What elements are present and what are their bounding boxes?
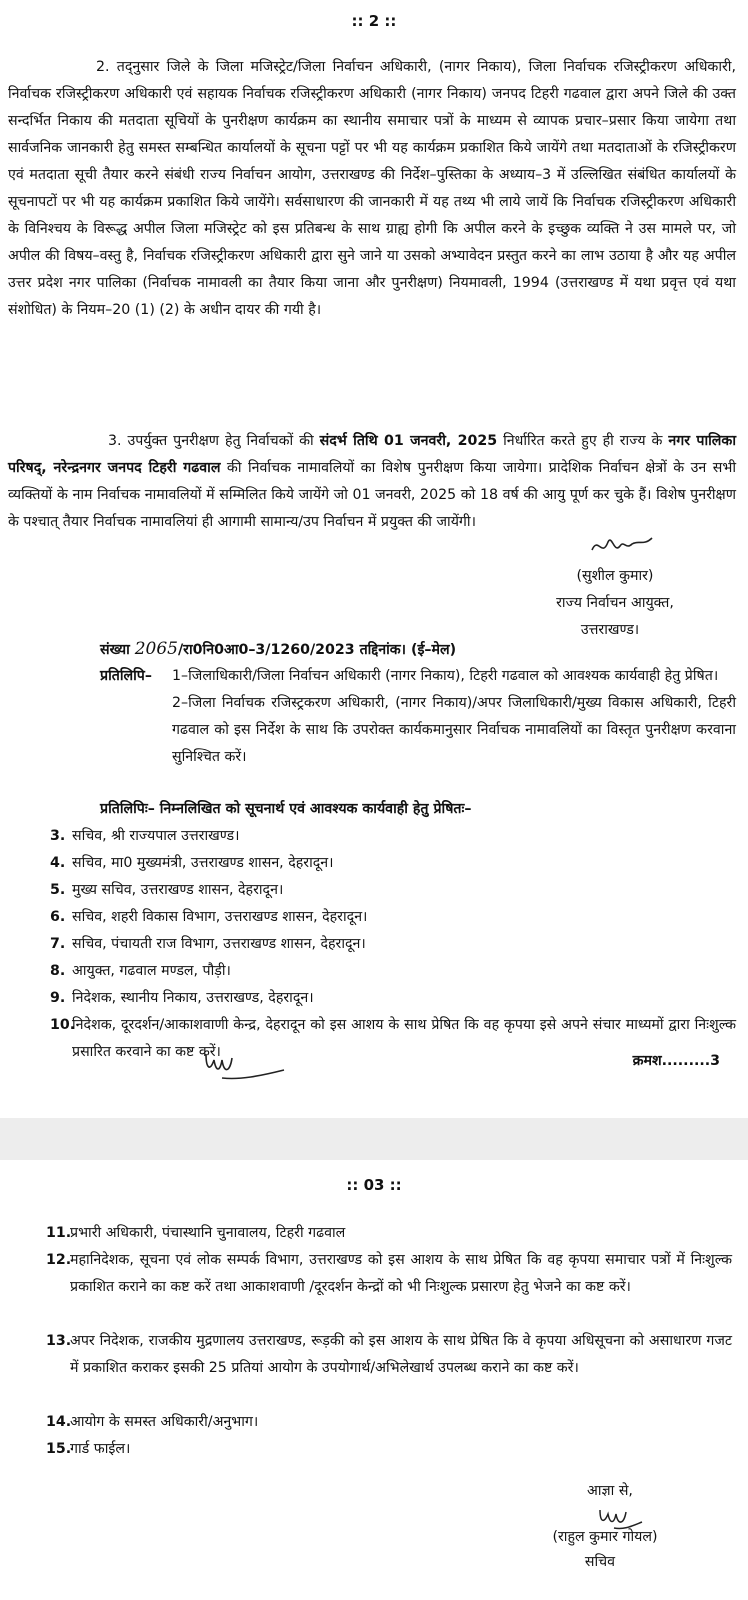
copy-label: प्रतिलिपि– xyxy=(100,668,152,684)
page-number: :: 03 :: xyxy=(346,1176,402,1194)
municipality-name: नगर पालिका परिषद्, नरेन्द्रनगर जनपद टिहरी गढवाल xyxy=(8,433,736,476)
list-item: 4. सचिव, मा0 मुख्यमंत्री, उत्तराखण्ड शासन, देहरादून। xyxy=(50,855,334,871)
copy-to-1 xyxy=(100,663,736,771)
order-text: आज्ञा से, xyxy=(587,1483,633,1499)
list-item: 13. अपर निदेशक, राजकीय मुद्रणालय उत्तराखण्ड, रूड़की को इस आशय के साथ प्रेषित कि वे कृपया अधिसूचना को असाधारण गजट में प्रकाशित कराकर इसकी 25 प्रतियां आयोग के उपयोगार्थ/अभिलेखार्थ उपलब्ध कराने का कष्ट करें। xyxy=(46,1333,732,1376)
commissioner-designation: राज्य निर्वाचन आयुक्त, xyxy=(556,595,674,611)
list-item: 7. सचिव, पंचायती राज विभाग, उत्तराखण्ड शासन, देहरादून। xyxy=(50,936,366,952)
list-item: 3. सचिव, श्री राज्यपाल उत्तराखण्ड। xyxy=(50,828,240,844)
secretary-designation: सचिव xyxy=(584,1554,616,1570)
list-item: 15. गार्ड फाईल। xyxy=(46,1441,131,1457)
secretary-name: (राहुल कुमार गोयल) xyxy=(552,1529,658,1545)
list-item: 8. आयुक्त, गढवाल मण्डल, पौड़ी। xyxy=(50,963,231,979)
page-3-sheet xyxy=(0,1160,748,1600)
reference-number: संख्या 2065/रा0नि0आ0–3/1260/2023 तद्दिनांक। (ई–मेल) xyxy=(100,639,457,659)
list-item: 11. प्रभारी अधिकारी, पंचास्थानि चुनावालय, टिहरी गढवाल xyxy=(46,1225,346,1241)
handwritten-number: 2065 xyxy=(134,639,178,659)
paragraph-3: 3. उपर्युक्त पुनरीक्षण हेतु निर्वाचकों की संदर्भ तिथि 01 जनवरी, 2025 निर्धारित करते हुए ही राज्य के नगर पालिका परिषद्, नरेन्द्रनगर जनपद टिहरी गढवाल की निर्वाचक नामावलियों का विशेष पुनरीक्षण किया जायेगा। प्रादेशिक निर्वाचन क्षेत्रों के उन सभी व्यक्तियों के नाम निर्वाचक नामावलियों में सम्मिलित किये जायेंगे जो 01 जनवरी, 2025 को 18 वर्ष की आयु पूर्ण कर चुके हैं। विशेष पुनरीक्षण के पश्चात् तैयार निर्वाचक नामावलियां ही आगामी सामान्य/उप निर्वाचन में प्रयुक्त की जायेंगी। xyxy=(8,433,736,530)
list-item: 14. आयोग के समस्त अधिकारी/अनुभाग। xyxy=(46,1414,259,1430)
paragraph-2: 2. तद्नुसार जिले के जिला मजिस्ट्रेट/जिला निर्वाचन अधिकारी, (नागर निकाय), जिला निर्वाचक रजिस्ट्रीकरण अधिकारी, निर्वाचक रजिस्ट्रीकरण अधिकारी एवं सहायक निर्वाचक रजिस्ट्रीकरण अधिकारी (नागर निकाय) जनपद टिहरी गढवाल द्वारा अपने जिले की उक्त सन्दर्भित निकाय की मतदाता सूचियों के पुनरीक्षण कार्यक्रम का स्थानीय समाचार पत्रों के माध्यम से व्यापक प्रचार–प्रसार किया जायेगा तथा सार्वजनिक जानकारी हेतु समस्त सम्बन्धित कार्यालयों के सूचना पट्टों पर भी यह कार्यक्रम प्रकाशित किये जायेंगे तथा मतदाताओं के रजिस्ट्रीकरण एवं मतदाता सूची तैयार करने संबंधी राज्य निर्वाचन आयोग, उत्तराखण्ड की निर्देश–पुस्तिका के अध्याय–3 में उल्लिखित संबंधित कार्यालयों के सूचनापटों पर भी यह कार्यक्रम प्रकाशित किये जायेंगे। सर्वसाधारण की जानकारी में यह तथ्य भी लाये जायें कि निर्वाचक रजिस्ट्रीकरण अधिकारी के विनिश्चय के विरूद्ध अपील जिला मजिस्ट्रेट को इस प्रतिबन्ध के साथ ग्राह्य होगी कि अपील करने के इच्छुक व्यक्ति ने उस मामले पर, जो अपील की विषय–वस्तु है, निर्वाचक रजिस्ट्रीकरण अधिकारी द्वारा सुने जाने या उसको अभ्यावेदन प्रस्तुत करने का लाभ उठाया है और यह अपील उत्तर प्रदेश नगर पालिका (निर्वाचक नामावली का तैयार किया जाना और पुनरीक्षण) नियमावली, 1994 (उत्तराखण्ड में यथा प्रवृत्त एवं यथा संशोधित) के नियम–20 (1) (2) के अधीन दायर की गयी है। xyxy=(8,59,736,318)
list-item: 9. निदेशक, स्थानीय निकाय, उत्तराखण्ड, देहरादून। xyxy=(50,990,314,1006)
copy-item-1: 1–जिलाधिकारी/जिला निर्वाचन अधिकारी (नागर निकाय), टिहरी गढवाल को आवश्यक कार्यवाही हेतु प्रेषित। xyxy=(172,668,719,684)
continued-note: क्रमश.........3 xyxy=(632,1053,720,1069)
page-separator xyxy=(0,1118,748,1160)
commissioner-signature-mark xyxy=(588,528,658,568)
copy-to-heading: प्रतिलिपिः– निम्नलिखित को सूचनार्थ एवं आवश्यक कार्यवाही हेतु प्रेषितः– xyxy=(100,801,472,817)
initials-signature-mark xyxy=(200,1048,290,1088)
commissioner-name: (सुशील कुमार) xyxy=(576,568,654,584)
list-item: 12. महानिदेशक, सूचना एवं लोक सम्पर्क विभाग, उत्तराखण्ड को इस आशय के साथ प्रेषित कि वह कृपया समाचार पत्रों में निःशुल्क प्रकाशित कराने का कष्ट करें तथा आकाशवाणी /दूरदर्शन केन्द्रों को भी निःशुल्क प्रसारण हेतु भेजने का कष्ट करें। xyxy=(46,1252,732,1295)
commissioner-place: उत्तराखण्ड। xyxy=(580,622,640,638)
list-item: 10. निदेशक, दूरदर्शन/आकाशवाणी केन्द्र, देहरादून को इस आशय के साथ प्रेषित कि वह कृपया इसे अपने संचार माध्यमों द्वारा निःशुल्क प्रसारित करवाने का कष्ट करें। xyxy=(50,1017,736,1060)
list-item: 5. मुख्य सचिव, उत्तराखण्ड शासन, देहरादून। xyxy=(50,882,284,898)
copy-item-2: 2–जिला निर्वाचक रजिस्ट्रकरण अधिकारी, (नागर निकाय)/अपर जिलाधिकारी/मुख्य विकास अधिकारी, टिहरी गढवाल को इस निर्देश के साथ कि उपरोक्त कार्यकमानुसार निर्वाचक नामावलियों का विस्तृत पुनरीक्षण करवाना सुनिश्चित करें। xyxy=(172,695,736,765)
list-item: 6. सचिव, शहरी विकास विभाग, उत्तराखण्ड शासन, देहरादून। xyxy=(50,909,368,925)
page-number: :: 2 :: xyxy=(351,12,397,30)
reference-date: संदर्भ तिथि 01 जनवरी, 2025 xyxy=(319,433,498,449)
